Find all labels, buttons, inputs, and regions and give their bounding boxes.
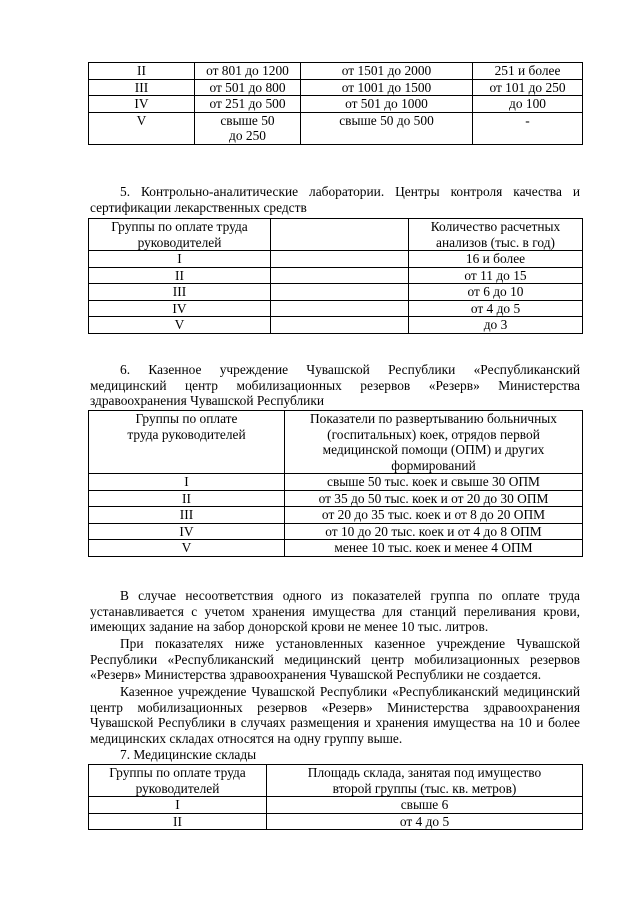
table-cell: от 501 до 800 <box>195 79 301 96</box>
paragraph-1: В случае несоответствия одного из показателей группа по оплате труда устанавливается с учетом хранения имущества для станций переливания крови, имеющих задание на забор донорской крови не менее 10 тыс. литров. <box>90 588 580 634</box>
table-row <box>89 112 583 144</box>
table-cell: IV <box>89 523 285 540</box>
section-6-title: 6. Казенное учреждение Чувашской Республики «Республиканский медицинский центр мобилизационных резервов «Резерв» Министерства здравоохранения Чувашской Республики <box>90 362 580 408</box>
table-cell: II <box>89 813 267 830</box>
table-row <box>89 813 583 830</box>
table-cell: от 20 до 35 тыс. коек и от 8 до 20 ОПМ <box>285 507 583 524</box>
table-section-5 <box>88 218 583 334</box>
table-row <box>89 523 583 540</box>
table-cell: от 501 до 1000 <box>301 96 473 113</box>
table-cell: IV <box>89 300 271 317</box>
table-cell <box>271 251 409 268</box>
table-section-6 <box>88 410 583 557</box>
table-cell: свыше 6 <box>267 797 583 814</box>
table-row <box>89 284 583 301</box>
table-cell: I <box>89 797 267 814</box>
header-cell-area: Площадь склада, занятая под имущество второй группы (тыс. кв. метров) <box>267 765 583 797</box>
table-cell <box>271 284 409 301</box>
table-cell: свыше 50 до 500 <box>301 112 473 144</box>
table-section-7 <box>88 764 583 830</box>
table-row <box>89 540 583 557</box>
table-row <box>89 267 583 284</box>
table-row <box>89 474 583 491</box>
table-cell: свыше 50 до 250 <box>195 112 301 144</box>
table-cell: II <box>89 490 285 507</box>
table-row <box>89 251 583 268</box>
table-continuation <box>88 62 583 145</box>
table-cell: I <box>89 251 271 268</box>
header-cell-groups: Группы по оплате труда руководителей <box>89 765 267 797</box>
header-cell-analyses: Количество расчетных анализов (тыс. в год) <box>409 219 583 251</box>
paragraph-3: Казенное учреждение Чувашской Республики «Республиканский медицинский центр мобилизационных резервов «Резерв» Министерства здравоохранения Чувашской Республики в случаях размещения и хранения имущества на 10 и более медицинских складах относятся на одну группу выше. <box>90 684 580 746</box>
table-cell: V <box>89 317 271 334</box>
table-cell: II <box>89 63 195 80</box>
table-cell: III <box>89 507 285 524</box>
table-cell: от 251 до 500 <box>195 96 301 113</box>
header-cell-groups: Группы по оплате труда руководителей <box>89 411 285 474</box>
table-cell: от 4 до 5 <box>267 813 583 830</box>
table-cell: II <box>89 267 271 284</box>
table-header-row <box>89 219 583 251</box>
table-cell: V <box>89 112 195 144</box>
table-cell: 251 и более <box>473 63 583 80</box>
table-row <box>89 797 583 814</box>
table-cell: от 35 до 50 тыс. коек и от 20 до 30 ОПМ <box>285 490 583 507</box>
header-cell-indicators: Показатели по развертыванию больничных (госпитальных) коек, отрядов первой медицинской помощи (ОПМ) и других формирований <box>285 411 583 474</box>
table-header-row <box>89 411 583 474</box>
table-cell: от 4 до 5 <box>409 300 583 317</box>
table-cell: от 11 до 15 <box>409 267 583 284</box>
table-cell: до 3 <box>409 317 583 334</box>
table-cell: III <box>89 284 271 301</box>
table-row <box>89 79 583 96</box>
header-cell-empty <box>271 219 409 251</box>
table-cell: IV <box>89 96 195 113</box>
section-7-title: 7. Медицинские склады <box>120 747 257 762</box>
table-row <box>89 63 583 80</box>
section-5-title: 5. Контрольно-аналитические лаборатории. Центры контроля качества и сертификации лекарственных средств <box>90 184 580 215</box>
table-cell <box>271 317 409 334</box>
table-row <box>89 317 583 334</box>
paragraph-2: При показателях ниже установленных казенное учреждение Чувашской Республики «Республиканский медицинский центр мобилизационных резервов «Резерв» Министерства здравоохранения Чувашской Республики не создается. <box>90 636 580 682</box>
table-cell <box>271 267 409 284</box>
table-cell: - <box>473 112 583 144</box>
table-cell: 16 и более <box>409 251 583 268</box>
table-header-row <box>89 765 583 797</box>
table-cell: V <box>89 540 285 557</box>
table-cell: свыше 50 тыс. коек и свыше 30 ОПМ <box>285 474 583 491</box>
table-cell: от 101 до 250 <box>473 79 583 96</box>
table-row <box>89 507 583 524</box>
table-cell: от 6 до 10 <box>409 284 583 301</box>
table-cell: III <box>89 79 195 96</box>
table-cell: до 100 <box>473 96 583 113</box>
table-cell: от 1001 до 1500 <box>301 79 473 96</box>
table-cell: от 10 до 20 тыс. коек и от 4 до 8 ОПМ <box>285 523 583 540</box>
table-cell: менее 10 тыс. коек и менее 4 ОПМ <box>285 540 583 557</box>
table-row <box>89 300 583 317</box>
header-cell-groups: Группы по оплате труда руководителей <box>89 219 271 251</box>
table-row <box>89 490 583 507</box>
table-row <box>89 96 583 113</box>
table-cell: I <box>89 474 285 491</box>
table-cell: от 801 до 1200 <box>195 63 301 80</box>
table-cell: от 1501 до 2000 <box>301 63 473 80</box>
table-cell <box>271 300 409 317</box>
